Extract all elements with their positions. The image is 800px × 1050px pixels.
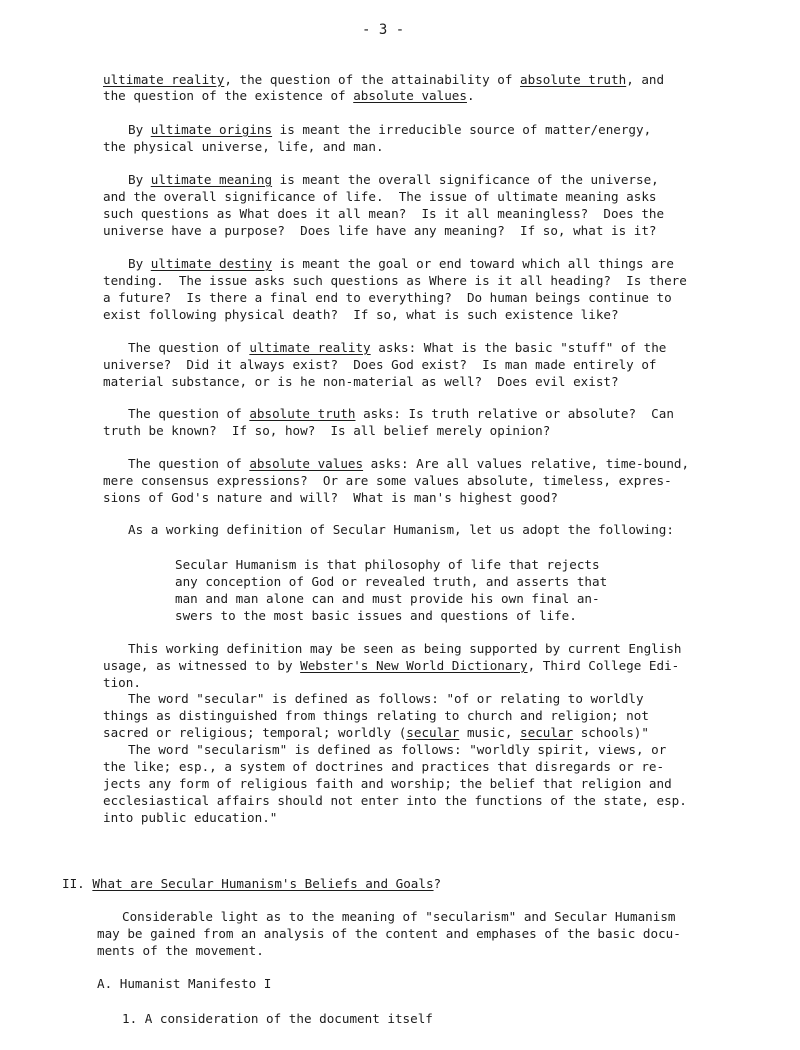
underlined-term: absolute truth	[520, 72, 627, 87]
text-line: and the overall significance of life. The issue of ultimate meaning asks	[103, 189, 657, 204]
text-run: .	[466, 88, 475, 103]
section-heading-text: What are Secular Humanism's Beliefs and Goals	[92, 876, 434, 891]
text-line: Considerable light as to the meaning of "secularism" and Secular Humanism	[122, 909, 676, 924]
text-run: asks: Are all values relative, time-bound,	[363, 456, 690, 471]
text-line: tion.	[103, 675, 141, 690]
text-run: is meant the goal or end toward which all things are	[272, 256, 674, 271]
underlined-term: absolute values	[353, 88, 467, 103]
text-line	[128, 406, 674, 423]
text-line: the like; esp., a system of doctrines and practices that disregards or re-	[103, 759, 665, 774]
underlined-term: ultimate reality	[103, 72, 225, 87]
definition-line: man and man alone can and must provide his own final an-	[175, 591, 600, 606]
text-run: is meant the overall significance of the universe,	[272, 172, 659, 187]
text-line: This working definition may be seen as being supported by current English	[128, 641, 682, 656]
text-line: sions of God's nature and will? What is man's highest good?	[103, 490, 558, 505]
underlined-term: ultimate meaning	[150, 172, 273, 187]
text-run: music,	[459, 725, 521, 740]
text-run: asks: What is the basic "stuff" of the	[370, 340, 667, 355]
section-heading	[62, 876, 441, 893]
underlined-term: secular	[520, 725, 574, 740]
text-run: By	[128, 172, 151, 187]
text-run: schools)"	[573, 725, 649, 740]
text-line	[128, 122, 651, 139]
text-line: may be gained from an analysis of the content and emphases of the basic docu-	[97, 926, 681, 941]
text-line: universe? Did it always exist? Does God exist? Is man made entirely of	[103, 357, 657, 372]
text-run: , Third College Edi-	[527, 658, 680, 673]
text-run: , and	[626, 72, 665, 87]
text-line	[128, 340, 666, 357]
definition-line: any conception of God or revealed truth, and asserts that	[175, 574, 608, 589]
text-run: The question of	[128, 456, 250, 471]
text-run: usage, as witnessed to by	[103, 658, 301, 673]
text-line	[103, 72, 664, 89]
text-line	[103, 725, 649, 742]
text-line	[103, 658, 679, 675]
text-line: things as distinguished from things relating to church and religion; not	[103, 708, 649, 723]
text-line: ecclesiastical affairs should not enter into the functions of the state, esp.	[103, 793, 687, 808]
text-line	[103, 88, 475, 105]
definition-line: swers to the most basic issues and questions of life.	[175, 608, 577, 623]
text-line	[128, 256, 674, 273]
text-run: ?	[433, 876, 442, 891]
text-line: universe have a purpose? Does life have any meaning? If so, what is it?	[103, 223, 657, 238]
underlined-term: ultimate destiny	[150, 256, 273, 271]
text-line: As a working definition of Secular Humanism, let us adopt the following:	[128, 522, 674, 537]
underlined-term: secular	[406, 725, 460, 740]
text-run: By	[128, 122, 151, 137]
text-line: material substance, or is he non-material as well? Does evil exist?	[103, 374, 619, 389]
page-number: - 3 -	[362, 22, 405, 38]
text-line: a future? Is there a final end to everything? Do human beings continue to	[103, 290, 672, 305]
text-line: truth be known? If so, how? Is all belief merely opinion?	[103, 423, 551, 438]
text-run: asks: Is truth relative or absolute? Can	[355, 406, 674, 421]
text-run: The question of	[128, 340, 250, 355]
text-run: By	[128, 256, 151, 271]
subheading-1: 1. A consideration of the document itself	[122, 1011, 433, 1026]
text-line: such questions as What does it all mean? Is it all meaningless? Does the	[103, 206, 665, 221]
section-numeral: II.	[62, 876, 93, 891]
text-line	[128, 456, 689, 473]
text-line: into public education."	[103, 810, 278, 825]
underlined-term: absolute truth	[249, 406, 356, 421]
dictionary-title: Webster's New World Dictionary	[300, 658, 528, 673]
underlined-term: absolute values	[249, 456, 364, 471]
text-line: The word "secularism" is defined as follows: "worldly spirit, views, or	[128, 742, 667, 757]
text-run: , the question of the attainability of	[224, 72, 521, 87]
text-line: mere consensus expressions? Or are some values absolute, timeless, expres-	[103, 473, 672, 488]
text-line: jects any form of religious faith and worship; the belief that religion and	[103, 776, 672, 791]
text-line: tending. The issue asks such questions as Where is it all heading? Is there	[103, 273, 687, 288]
text-run: is meant the irreducible source of matter/energy,	[272, 122, 652, 137]
definition-line: Secular Humanism is that philosophy of life that rejects	[175, 557, 600, 572]
text-run: The question of	[128, 406, 250, 421]
text-line: the physical universe, life, and man.	[103, 139, 384, 154]
text-run: sacred or religious; temporal; worldly (	[103, 725, 407, 740]
text-line: The word "secular" is defined as follows: "of or relating to worldly	[128, 691, 644, 706]
text-run: the question of the existence of	[103, 88, 354, 103]
subheading-a: A. Humanist Manifesto I	[97, 976, 272, 991]
text-line: exist following physical death? If so, what is such existence like?	[103, 307, 619, 322]
underlined-term: ultimate origins	[150, 122, 273, 137]
text-line	[128, 172, 659, 189]
text-line: ments of the movement.	[97, 943, 264, 958]
underlined-term: ultimate reality	[249, 340, 371, 355]
